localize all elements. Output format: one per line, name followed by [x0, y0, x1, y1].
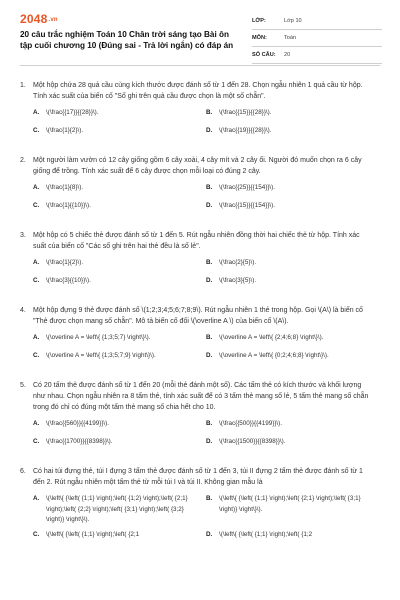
- option-d[interactable]: [206, 201, 379, 212]
- option-letter: A.: [33, 184, 40, 191]
- option-d[interactable]: [206, 437, 379, 448]
- question-number: 2.: [20, 157, 26, 164]
- option-letter: B.: [206, 109, 213, 116]
- option-letter: C.: [33, 126, 40, 134]
- question-3: [20, 230, 380, 293]
- option-text: \(\frac{1}{8}\).: [46, 184, 84, 191]
- question-number: 5.: [20, 382, 26, 389]
- logo-suffix: .vn: [48, 16, 58, 23]
- option-letter: A.: [33, 334, 40, 341]
- option-d[interactable]: [206, 276, 379, 287]
- option-text: \(\frac{{560}}{{4199}}\).: [46, 420, 110, 427]
- question-number: 6.: [20, 468, 26, 475]
- option-text: \(\frac{{1700}}{{8398}}\).: [46, 437, 113, 445]
- option-text: \(\left\{ {\left( {1;1} \right);\left( {1;2: [219, 530, 313, 538]
- option-b[interactable]: [206, 258, 379, 269]
- option-text: \(\frac{{19}}{{28}}\).: [219, 126, 272, 134]
- option-b[interactable]: [206, 419, 379, 430]
- page-title: 20 câu trắc nghiệm Toán 10 Chân trời sáng tạo Bài ôn tập cuối chương 10 (Đúng sai - Trả lời ngắn) có đáp án: [20, 30, 234, 50]
- meta-value: Toán: [284, 35, 297, 41]
- meta-key: MÔN:: [252, 35, 267, 41]
- option-letter: C.: [33, 351, 40, 359]
- option-letter: B.: [206, 495, 213, 502]
- option-b[interactable]: [206, 108, 379, 119]
- option-letter: D.: [206, 201, 213, 209]
- option-a[interactable]: [33, 419, 206, 430]
- option-letter: B.: [206, 259, 213, 266]
- option-c[interactable]: [33, 126, 206, 137]
- logo-number: 2048: [20, 12, 48, 26]
- option-a[interactable]: [33, 183, 206, 194]
- option-letter: C.: [33, 276, 40, 284]
- option-letter: B.: [206, 420, 213, 427]
- site-logo[interactable]: [20, 12, 58, 26]
- option-letter: A.: [33, 259, 40, 266]
- option-text: \(\overline A = \left\{ {2;4;6;8} \right\}\).: [219, 334, 324, 341]
- options: [33, 108, 380, 143]
- question-5: [20, 380, 380, 454]
- option-c[interactable]: [33, 530, 206, 541]
- option-letter: C.: [33, 530, 40, 538]
- option-text: \(\left\{ {\left( {1;1} \right);\left( {2;1: [46, 530, 140, 538]
- option-a[interactable]: [33, 258, 206, 269]
- meta-value: Lớp 10: [284, 18, 302, 24]
- option-text: \(\overline A = \left\{ {0;2;4;6;8} \right\}\).: [219, 351, 329, 359]
- question-1: [20, 80, 380, 143]
- question-6: [20, 466, 380, 544]
- option-text: \(\frac{3}{5}\).: [219, 276, 257, 284]
- option-letter: B.: [206, 184, 213, 191]
- question-list: [20, 80, 380, 556]
- option-text: \(\frac{1}{2}\).: [46, 126, 84, 134]
- meta-value: 20: [284, 52, 291, 58]
- question-text: Một hộp chứa 28 quả cầu cùng kích thước được đánh số từ 1 đến 28. Chọn ngẫu nhiên 1 quả cầu từ hộp. Tính xác suất của biến cố "Số ghi trên quả cầu được chọn là một số chẵn".: [33, 82, 363, 100]
- option-text: \(\frac{{500}}{{4199}}\).: [219, 420, 283, 427]
- question-text: Một người làm vườn có 12 cây giống gồm 6 cây xoài, 4 cây mít và 2 cây ổi. Người đó muốn chọn ra 6 cây giống để trồng. Tính xác suất để 6 cây được chọn mỗi loại có đúng 2 cây.: [33, 157, 362, 175]
- question-number: 4.: [20, 307, 26, 314]
- option-text: \(\frac{{25}}{{154}}\).: [219, 184, 276, 191]
- option-text: \(\frac{1}{{10}}\).: [46, 201, 91, 209]
- option-c[interactable]: [33, 351, 206, 362]
- option-text: \(\frac{{17}}{{28}}\).: [46, 109, 99, 116]
- meta-row-class: [252, 13, 382, 30]
- options: [33, 258, 380, 293]
- option-letter: D.: [206, 437, 213, 445]
- option-letter: D.: [206, 126, 213, 134]
- option-d[interactable]: [206, 351, 379, 362]
- meta-row-subject: [252, 30, 382, 47]
- option-c[interactable]: [33, 437, 206, 448]
- option-letter: C.: [33, 201, 40, 209]
- header: [0, 0, 400, 66]
- option-text: \(\frac{{15}}{{28}}\).: [219, 109, 272, 116]
- question-number: 3.: [20, 232, 26, 239]
- question-number: 1.: [20, 82, 26, 89]
- option-text: \(\frac{3}{{10}}\).: [46, 276, 91, 284]
- option-d[interactable]: [206, 126, 379, 137]
- option-text: \(\overline A = \left\{ {1;3;5;7;9} \right\}\).: [46, 351, 156, 359]
- option-text: \(\overline A = \left\{ {1;3;5;7} \right\}\).: [46, 334, 151, 341]
- option-text: \(\left\{ {\left( {1;1} \right);\left( {2;1} \right);\left( {3;1} \right)} \right\}\).: [219, 495, 361, 513]
- option-letter: C.: [33, 437, 40, 445]
- option-letter: B.: [206, 334, 213, 341]
- option-letter: A.: [33, 495, 40, 502]
- option-a[interactable]: [33, 333, 206, 344]
- meta-key: LỚP:: [252, 18, 266, 24]
- option-b[interactable]: [206, 494, 379, 526]
- option-letter: D.: [206, 351, 213, 359]
- option-b[interactable]: [206, 183, 379, 194]
- option-letter: D.: [206, 530, 213, 538]
- meta-table: [252, 13, 382, 64]
- options: [33, 333, 380, 368]
- options: [33, 183, 380, 218]
- header-divider: [20, 65, 380, 66]
- question-2: [20, 155, 380, 218]
- option-text: \(\frac{{15}}{{154}}\).: [219, 201, 276, 209]
- option-a[interactable]: [33, 494, 206, 526]
- meta-key: SỐ CÂU:: [252, 52, 276, 58]
- option-c[interactable]: [33, 201, 206, 212]
- option-d[interactable]: [206, 530, 379, 541]
- meta-row-count: [252, 47, 382, 64]
- option-a[interactable]: [33, 108, 206, 119]
- option-b[interactable]: [206, 333, 379, 344]
- question-4: [20, 305, 380, 368]
- option-letter: A.: [33, 109, 40, 116]
- options: [33, 419, 380, 454]
- question-text: Một hộp có 5 chiếc thẻ được đánh số từ 1 đến 5. Rút ngẫu nhiên đồng thời hai chiếc thẻ từ hộp. Tính xác suất của biến cố "Các số ghi trên hai thẻ đều là số lẻ".: [33, 232, 360, 250]
- option-text: \(\frac{2}{5}\).: [219, 259, 257, 266]
- question-text: Một hộp đựng 9 thẻ được đánh số \(1;2;3;4;5;6;7;8;9\). Rút ngẫu nhiên 1 thẻ trong hộp. Gọi \(A\) là biến cố "Thẻ được chọn mang số chẵn". Mô tả biến cố đối \(\overline A \) của biến cố \(A\).: [33, 307, 363, 325]
- option-text: \(\frac{{1500}}{{8398}}\).: [219, 437, 286, 445]
- option-c[interactable]: [33, 276, 206, 287]
- question-text: Có 20 tấm thẻ được đánh số từ 1 đến 20 (mỗi thẻ đánh một số). Các tấm thẻ có kích thước và khối lượng như nhau. Chọn ngẫu nhiên ra 8 tấm thẻ, tính xác suất để có 3 tấm thẻ mang số lẻ, 5 tấm thẻ mang số chẵn trong đó chỉ có đúng một tấm thẻ mang số chia hết cho 10.: [33, 382, 369, 411]
- question-text: Có hai túi đựng thẻ, túi I đựng 3 tấm thẻ được đánh số từ 1 đến 3, túi II đựng 2 tấm thẻ được đánh số từ 1 đến 2. Rút ngẫu nhiên một tấm thẻ từ mỗi túi I và túi II. Không gian mẫu là: [33, 468, 363, 486]
- option-text: \(\left\{ {\left( {1;1} \right);\left( {1;2} \right);\left( {2;1} \right);\left( {2;2} \right);\left( {3;1} \right);\left( {3;2} \right)} \right\}\).: [46, 495, 188, 523]
- option-letter: D.: [206, 276, 213, 284]
- option-letter: A.: [33, 420, 40, 427]
- options: [33, 494, 380, 544]
- option-text: \(\frac{1}{2}\).: [46, 259, 84, 266]
